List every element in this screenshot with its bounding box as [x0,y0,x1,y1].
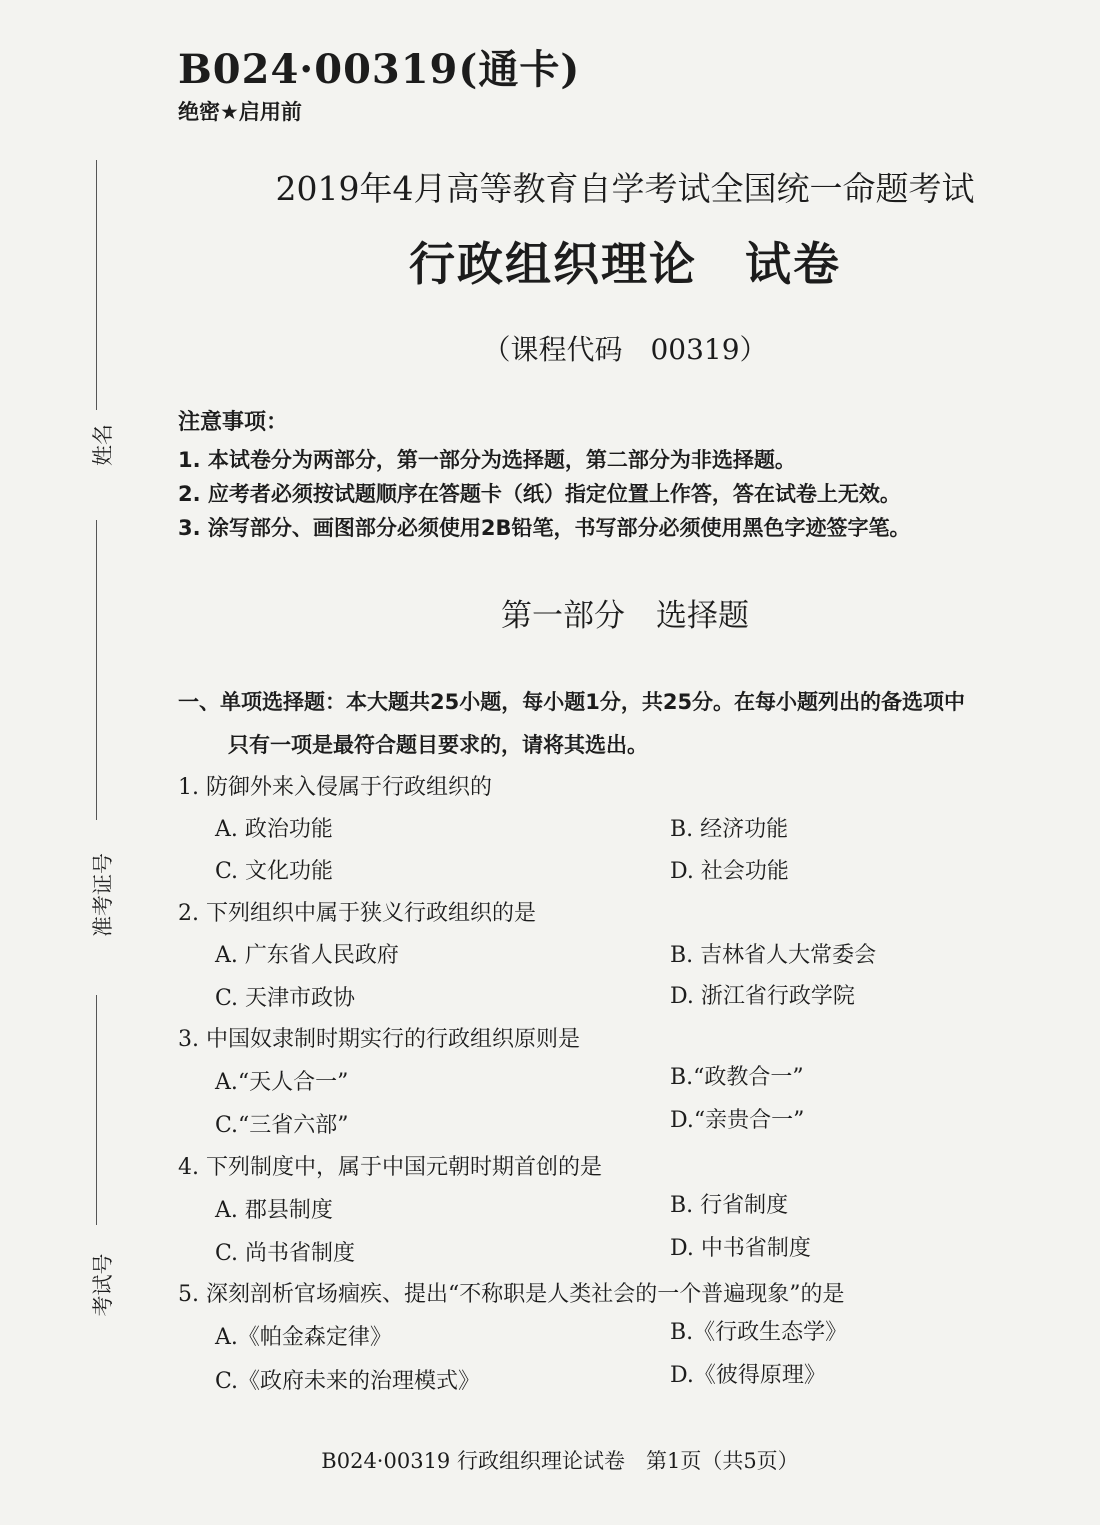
notice-item: 1. 本试卷分为两部分，第一部分为选择题，第二部分为非选择题。 [178,448,796,472]
notice-heading: 注意事项： [178,410,289,435]
option-a: A.《帕金森定律》 [215,1325,392,1350]
option-a: A. 广东省人民政府 [215,943,399,968]
option-c: C.《政府未来的治理模式》 [215,1369,481,1394]
section-heading: 一、单项选择题：本大题共25小题，每小题1分，共25分。在每小题列出的备选项中 [178,690,966,714]
exam-number-label: 考试号 [91,1253,115,1317]
option-b: B.《行政生态学》 [670,1320,848,1345]
option-a: A. 政治功能 [215,817,333,842]
option-a: A.“天人合一” [215,1070,349,1095]
option-d: D. 浙江省行政学院 [670,984,855,1009]
part-title: 第一部分 选择题 [501,598,749,634]
question-stem: 2. 下列组织中属于狭义行政组织的是 [178,901,536,926]
option-c: C.“三省六部” [215,1113,349,1138]
question-stem: 4. 下列制度中，属于中国元朝时期首创的是 [178,1155,602,1180]
course-code: （课程代码 00319） [482,333,768,366]
confidential-mark: 绝密★启用前 [178,100,302,124]
option-d: D. 社会功能 [670,859,789,884]
question-stem: 1. 防御外来入侵属于行政组织的 [178,775,492,800]
option-b: B. 经济功能 [670,817,789,842]
binding-line-lower [96,995,97,1225]
option-b: B. 行省制度 [670,1193,789,1218]
option-d: D. 中书省制度 [670,1236,811,1261]
option-b: B. 吉林省人大常委会 [670,943,877,968]
option-b: B.“政教合一” [670,1065,804,1090]
ticket-number-label: 准考证号 [91,853,115,937]
notice-item: 3. 涂写部分、画图部分必须使用2B铅笔，书写部分必须使用黑色字迹签字笔。 [178,516,911,540]
paper-code: B024·00319(通卡) [178,46,581,93]
option-c: C. 尚书省制度 [215,1241,356,1266]
exam-title: 2019年4月高等教育自学考试全国统一命题考试 [275,169,975,208]
paper-title: 行政组织理论 试卷 [409,237,841,291]
binding-line-middle [96,520,97,820]
notice-item: 2. 应考者必须按试题顺序在答题卡（纸）指定位置上作答，答在试卷上无效。 [178,482,901,506]
option-d: D.“亲贵合一” [670,1108,805,1133]
page-footer: B024·00319 行政组织理论试卷 第1页（共5页） [321,1449,799,1473]
name-label: 姓名 [91,424,115,466]
option-c: C. 天津市政协 [215,986,356,1011]
question-stem: 3. 中国奴隶制时期实行的行政组织原则是 [178,1027,580,1052]
section-heading-continued: 只有一项是最符合题目要求的，请将其选出。 [228,733,648,757]
question-stem: 5. 深刻剖析官场痼疾、提出“不称职是人类社会的一个普遍现象”的是 [178,1282,845,1307]
option-c: C. 文化功能 [215,859,334,884]
option-a: A. 郡县制度 [215,1198,333,1223]
option-d: D.《彼得原理》 [670,1363,826,1388]
